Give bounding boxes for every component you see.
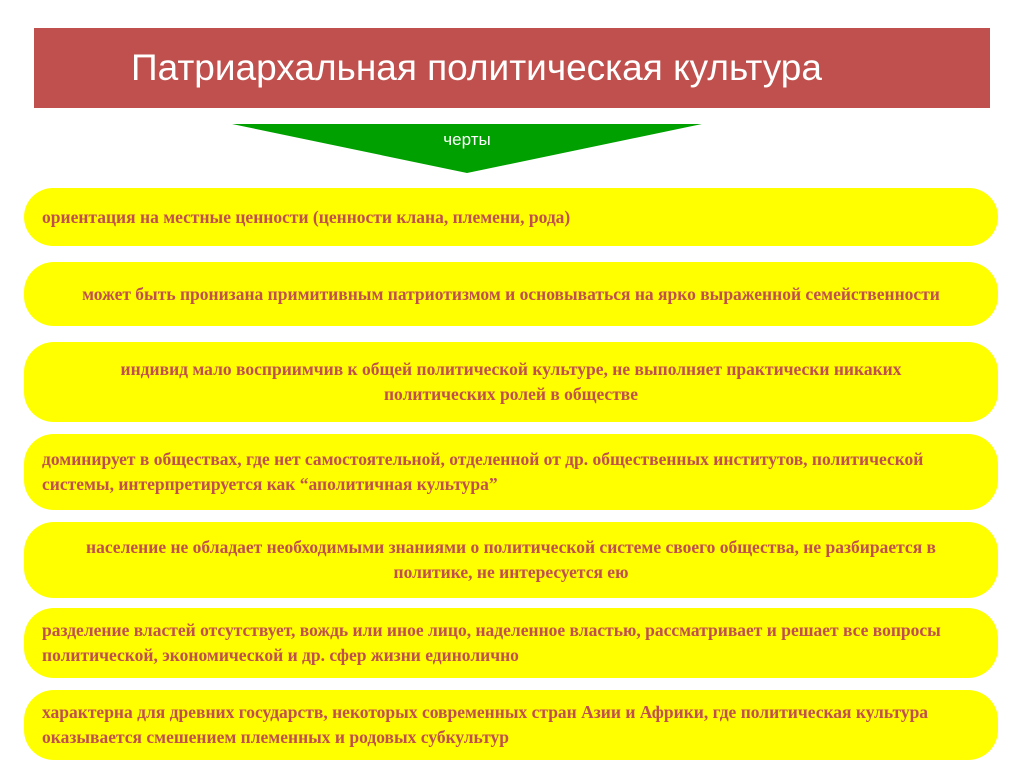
trait-item-5 bbox=[24, 522, 998, 598]
trait-text-1: ориентация на местные ценности (ценности клана, племени, рода) bbox=[42, 206, 571, 227]
trait-item-7 bbox=[24, 690, 998, 760]
trait-item-6 bbox=[24, 608, 998, 678]
page-title: Патриархальная политическая культура bbox=[131, 47, 822, 88]
trait-text-6: разделение властей отсутствует, вождь или иное лицо, наделенное властью, рассматривает и решает все вопросы политической, экономической и др. сфер жизни единолично bbox=[42, 620, 941, 665]
trait-text-2: может быть пронизана примитивным патриотизмом и основываться на ярко выраженной семейственности bbox=[82, 283, 940, 304]
trait-text-4: доминирует в обществах, где нет самостоятельной, отделенной от др. общественных институтов, политической системы, интерпретируется как “аполитичная культура” bbox=[42, 449, 924, 494]
trait-item-1 bbox=[24, 188, 998, 246]
trait-item-4 bbox=[24, 434, 998, 510]
trait-item-3 bbox=[24, 342, 998, 422]
trait-text-5: население не обладает необходимыми знаниями о политической системе своего общества, не разбирается в политике, не интересуется ею bbox=[85, 537, 936, 582]
trait-item-2 bbox=[24, 262, 998, 326]
arrow-label: черты bbox=[443, 130, 491, 149]
title-banner bbox=[34, 28, 990, 108]
features-arrow bbox=[232, 124, 702, 174]
trait-text-3: индивид мало восприимчив к общей политической культуре, не выполняет практически никаких политических ролей в обществе bbox=[120, 359, 902, 404]
trait-text-7: характерна для древних государств, некоторых современных стран Азии и Африки, где политическая культура оказывается смешением племенных и родовых субкультур bbox=[42, 702, 929, 747]
